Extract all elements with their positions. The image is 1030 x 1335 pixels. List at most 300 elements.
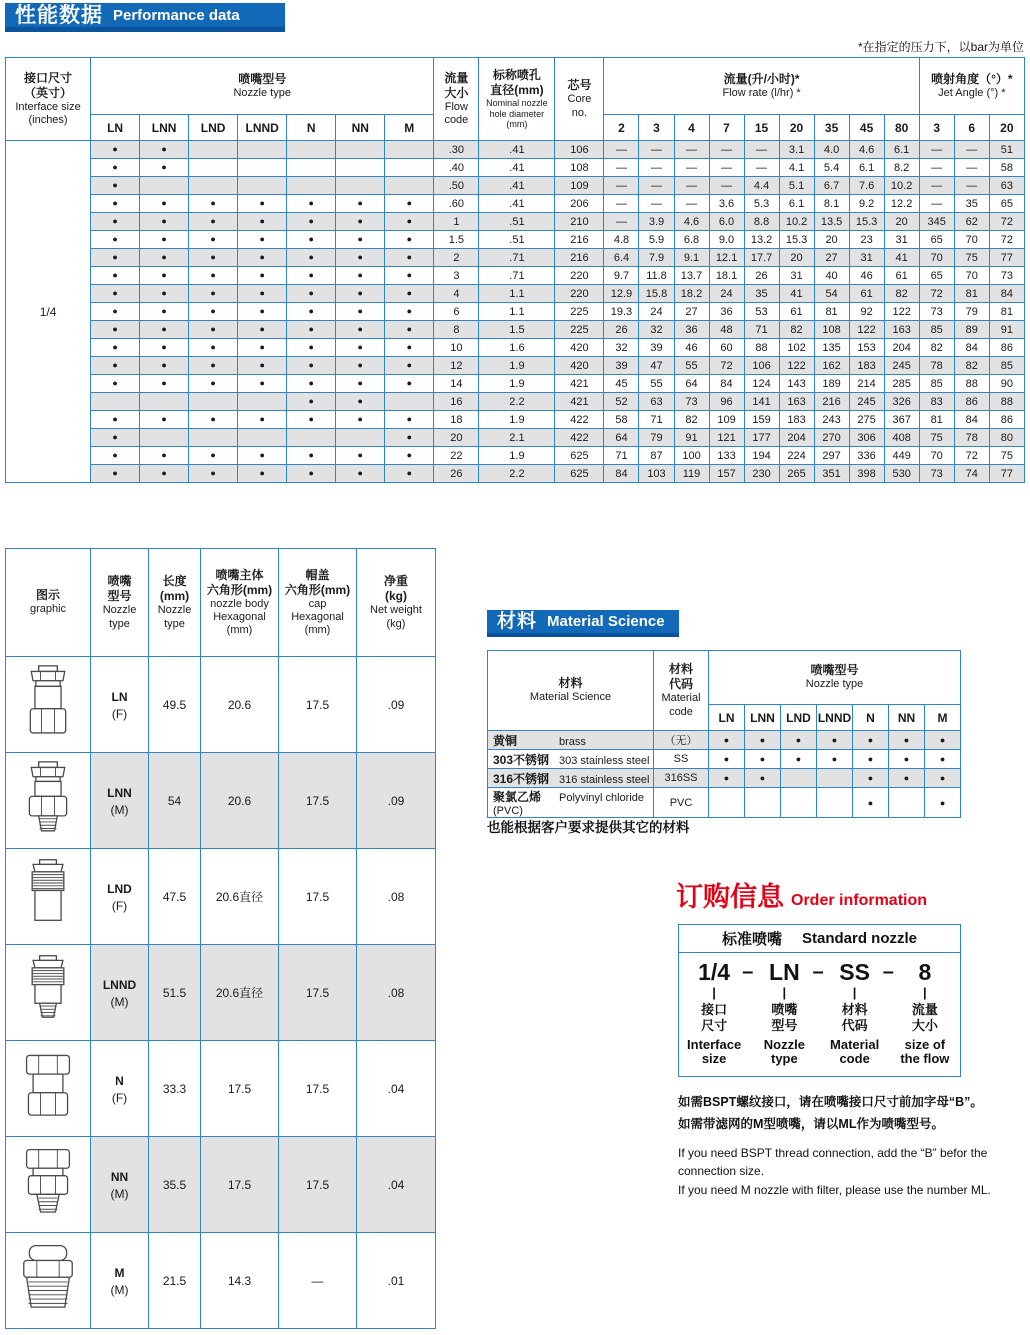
diameter-value: .51	[479, 213, 555, 231]
pressure-col-80: 80	[884, 115, 919, 141]
dims-type-value: LNN (M)	[91, 753, 149, 849]
availability-dot-cell-lnnd	[238, 429, 287, 447]
availability-dot-cell-m: ●	[385, 267, 434, 285]
availability-dot-cell-n: ●	[287, 411, 336, 429]
flow-rate-value-45: 183	[849, 357, 884, 375]
flow-rate-value-45: 7.6	[849, 177, 884, 195]
diameter-value: 1.9	[479, 357, 555, 375]
nozzle-type-col-lnd: LND	[189, 115, 238, 141]
material-name-header: 材料 Material Science	[488, 651, 654, 731]
availability-dot-cell-lnn	[140, 429, 189, 447]
material-dot-cell-ln	[709, 788, 745, 818]
material-dot-cell-lnn: ●	[745, 731, 781, 750]
flow-code-header: 流量 大小 Flow code	[434, 58, 479, 141]
order-note-en-2: If you need M nozzle with filter, please use the number ML.	[678, 1182, 991, 1197]
nozzle-type-col-n: N	[287, 115, 336, 141]
material-code-value: （无）	[654, 731, 709, 750]
material-dot-cell-ln: ●	[709, 769, 745, 788]
jet-angle-value-3: 73	[919, 303, 954, 321]
performance-row-6	[6, 303, 1025, 321]
flow-rate-value-7: —	[709, 159, 744, 177]
availability-dot-cell-nn	[336, 429, 385, 447]
flow-rate-value-2: 6.4	[604, 249, 639, 267]
flow-rate-value-2: 32	[604, 339, 639, 357]
flow-rate-value-35: 243	[814, 411, 849, 429]
flow-code-value: 16	[434, 393, 479, 411]
flow-rate-value-80: 204	[884, 339, 919, 357]
flow-code-value: 1	[434, 213, 479, 231]
materials-title-cn: 材料	[497, 611, 538, 632]
length-header: 长度 (mm) Nozzle type	[149, 549, 201, 657]
diameter-value: 2.2	[479, 393, 555, 411]
flow-rate-value-35: 108	[814, 321, 849, 339]
flow-rate-value-3: 63	[639, 393, 674, 411]
flow-rate-value-3: 47	[639, 357, 674, 375]
dimensions-table	[5, 548, 436, 1329]
availability-dot-cell-lnn: ●	[140, 321, 189, 339]
performance-row-14	[6, 375, 1025, 393]
material-name-value: 黄铜 brass	[488, 731, 654, 750]
flow-rate-value-7: 96	[709, 393, 744, 411]
jet-angle-value-3: 81	[919, 411, 954, 429]
flow-rate-value-20: 6.1	[779, 195, 814, 213]
flow-rate-value-80: 20	[884, 213, 919, 231]
flow-rate-value-2: 64	[604, 429, 639, 447]
interface-size-value: 1/4	[6, 141, 91, 483]
flow-rate-value-2: 39	[604, 357, 639, 375]
material-name-value: 316不锈钢 316 stainless steel	[488, 769, 654, 788]
performance-row-20	[6, 429, 1025, 447]
flow-rate-value-2: —	[604, 195, 639, 213]
flow-code-value: 26	[434, 465, 479, 483]
availability-dot-cell-lnn: ●	[140, 195, 189, 213]
availability-dot-cell-lnnd: ●	[238, 339, 287, 357]
core-no-value: 225	[555, 321, 604, 339]
availability-dot-cell-nn: ●	[336, 375, 385, 393]
flow-rate-value-15: 26	[744, 267, 779, 285]
nozzle-graphic-lnn	[6, 753, 91, 849]
material-dot-cell-m: ●	[925, 788, 961, 818]
material-dot-cell-m: ●	[925, 750, 961, 769]
jet-angle-value-20: 80	[989, 429, 1024, 447]
diameter-value: .71	[479, 249, 555, 267]
availability-dot-cell-n: ●	[287, 303, 336, 321]
order-title-en: Order information	[791, 892, 928, 909]
availability-dot-cell-m: ●	[385, 231, 434, 249]
jet-angle-value-20: 51	[989, 141, 1024, 159]
dimensions-row-lnd	[6, 849, 436, 945]
jet-angle-col-3: 3	[919, 115, 954, 141]
flow-rate-value-7: —	[709, 141, 744, 159]
jet-angle-value-20: 58	[989, 159, 1024, 177]
net-weight-value: .04	[357, 1137, 436, 1233]
jet-angle-value-3: 83	[919, 393, 954, 411]
flow-rate-value-7: 121	[709, 429, 744, 447]
flow-rate-value-45: 122	[849, 321, 884, 339]
ln-nozzle-drawing	[18, 664, 78, 746]
flow-rate-value-3: 15.8	[639, 285, 674, 303]
flow-rate-value-2: —	[604, 141, 639, 159]
material-dot-cell-lnd	[781, 788, 817, 818]
pressure-col-15: 15	[744, 115, 779, 141]
nozzle-type-header: 喷嘴型号 Nozzle type	[91, 58, 434, 115]
jet-angle-value-3: 72	[919, 285, 954, 303]
availability-dot-cell-nn: ●	[336, 465, 385, 483]
flow-rate-value-20: 102	[779, 339, 814, 357]
jet-angle-value-6: 84	[954, 411, 989, 429]
order-part-label-1: 接口 尺寸 Interface size	[687, 1002, 742, 1066]
flow-rate-value-20: 163	[779, 393, 814, 411]
jet-angle-header: 喷射角度（°）* Jet Angle (°) *	[919, 58, 1024, 115]
nozzle-graphic-ln	[6, 657, 91, 753]
performance-row-10	[6, 339, 1025, 357]
jet-angle-value-6: 78	[954, 429, 989, 447]
availability-dot-cell-m: ●	[385, 429, 434, 447]
flow-rate-value-15: 35	[744, 285, 779, 303]
order-part-value-3: SS	[839, 959, 870, 985]
length-value: 35.5	[149, 1137, 201, 1233]
order-part-value-4: 8	[918, 959, 932, 985]
core-no-value: 216	[555, 231, 604, 249]
flow-rate-value-80: 530	[884, 465, 919, 483]
availability-dot-cell-ln: ●	[91, 267, 140, 285]
flow-rate-value-35: 40	[814, 267, 849, 285]
mat-nozzle-type-col-nn: NN	[889, 705, 925, 731]
flow-rate-value-2: 19.3	[604, 303, 639, 321]
net-weight-value: .01	[357, 1233, 436, 1329]
length-value: 47.5	[149, 849, 201, 945]
interface-size-header: 接口尺寸 （英寸） Interface size (inches)	[6, 58, 91, 141]
flow-rate-value-3: 103	[639, 465, 674, 483]
availability-dot-cell-nn: ●	[336, 339, 385, 357]
flow-rate-value-20: 122	[779, 357, 814, 375]
flow-rate-value-7: 72	[709, 357, 744, 375]
flow-rate-value-3: —	[639, 195, 674, 213]
net-weight-header: 净重 (kg) Net weight (kg)	[357, 549, 436, 657]
jet-angle-value-20: 75	[989, 447, 1024, 465]
jet-angle-value-20: 86	[989, 339, 1024, 357]
jet-angle-value-3: 70	[919, 447, 954, 465]
flow-rate-value-35: 13.5	[814, 213, 849, 231]
dimensions-row-n	[6, 1041, 436, 1137]
flow-code-value: .60	[434, 195, 479, 213]
flow-rate-value-7: 60	[709, 339, 744, 357]
core-no-value: 225	[555, 303, 604, 321]
jet-angle-value-20: 85	[989, 357, 1024, 375]
jet-angle-value-6: 74	[954, 465, 989, 483]
flow-rate-value-45: 61	[849, 285, 884, 303]
availability-dot-cell-n: ●	[287, 249, 336, 267]
jet-angle-col-20: 20	[989, 115, 1024, 141]
length-value: 33.3	[149, 1041, 201, 1137]
jet-angle-value-3: 85	[919, 375, 954, 393]
material-dot-cell-lnd: ●	[781, 731, 817, 750]
order-title-cn: 订购信息	[676, 882, 784, 912]
flow-rate-value-80: 41	[884, 249, 919, 267]
flow-rate-value-15: —	[744, 141, 779, 159]
pressure-col-20: 20	[779, 115, 814, 141]
jet-angle-value-6: —	[954, 159, 989, 177]
diameter-value: .51	[479, 231, 555, 249]
pressure-col-4: 4	[674, 115, 709, 141]
flow-rate-value-80: 122	[884, 303, 919, 321]
jet-angle-value-20: 73	[989, 267, 1024, 285]
availability-dot-cell-m	[385, 393, 434, 411]
order-dash-1: –	[742, 961, 754, 983]
jet-angle-value-6: 70	[954, 267, 989, 285]
availability-dot-cell-ln: ●	[91, 249, 140, 267]
jet-angle-value-3: —	[919, 141, 954, 159]
flow-rate-value-45: 245	[849, 393, 884, 411]
dims-type-value: LND (F)	[91, 849, 149, 945]
availability-dot-cell-n: ●	[287, 213, 336, 231]
material-code-value: SS	[654, 750, 709, 769]
flow-rate-value-45: 336	[849, 447, 884, 465]
availability-dot-cell-nn: ●	[336, 447, 385, 465]
flow-rate-value-3: 39	[639, 339, 674, 357]
material-dot-cell-m: ●	[925, 731, 961, 750]
jet-angle-value-20: 91	[989, 321, 1024, 339]
flow-rate-value-4: —	[674, 141, 709, 159]
nominal-diameter-header: 标称喷孔 直径(mm) Nominal nozzle hole diameter (mm)	[479, 58, 555, 141]
availability-dot-cell-m: ●	[385, 411, 434, 429]
flow-rate-value-20: 31	[779, 267, 814, 285]
availability-dot-cell-lnnd: ●	[238, 465, 287, 483]
availability-dot-cell-n: ●	[287, 285, 336, 303]
availability-dot-cell-n: ●	[287, 447, 336, 465]
dims-type-value: M (M)	[91, 1233, 149, 1329]
cap-hex-value: 17.5	[279, 1137, 357, 1233]
flow-code-value: 10	[434, 339, 479, 357]
diameter-value: 1.9	[479, 375, 555, 393]
flow-rate-value-7: 36	[709, 303, 744, 321]
flow-rate-value-35: 270	[814, 429, 849, 447]
material-dot-cell-nn: ●	[889, 731, 925, 750]
availability-dot-cell-ln: ●	[91, 177, 140, 195]
flow-rate-value-3: 79	[639, 429, 674, 447]
flow-rate-value-45: 6.1	[849, 159, 884, 177]
flow-code-value: 22	[434, 447, 479, 465]
flow-rate-value-3: 7.9	[639, 249, 674, 267]
availability-dot-cell-n: ●	[287, 321, 336, 339]
pressure-col-45: 45	[849, 115, 884, 141]
material-dot-cell-lnnd	[817, 769, 853, 788]
availability-dot-cell-nn	[336, 177, 385, 195]
mat-nozzle-type-col-lnnd: LNND	[817, 705, 853, 731]
flow-rate-value-3: 87	[639, 447, 674, 465]
dims-type-value: N (F)	[91, 1041, 149, 1137]
flow-rate-value-4: 119	[674, 465, 709, 483]
availability-dot-cell-ln: ●	[91, 141, 140, 159]
availability-dot-cell-m: ●	[385, 465, 434, 483]
flow-rate-value-45: 275	[849, 411, 884, 429]
materials-title-en: Material Science	[547, 613, 665, 630]
lnnd-nozzle-drawing	[18, 952, 78, 1034]
availability-dot-cell-lnn: ●	[140, 303, 189, 321]
flow-code-value: 1.5	[434, 231, 479, 249]
flow-rate-value-15: 71	[744, 321, 779, 339]
flow-rate-value-80: 408	[884, 429, 919, 447]
availability-dot-cell-nn	[336, 159, 385, 177]
availability-dot-cell-lnn	[140, 177, 189, 195]
flow-rate-value-20: 3.1	[779, 141, 814, 159]
availability-dot-cell-lnd: ●	[189, 231, 238, 249]
diameter-value: 1.6	[479, 339, 555, 357]
availability-dot-cell-lnnd	[238, 141, 287, 159]
availability-dot-cell-ln: ●	[91, 303, 140, 321]
length-value: 49.5	[149, 657, 201, 753]
material-dot-cell-n: ●	[853, 788, 889, 818]
mat-nozzle-type-col-n: N	[853, 705, 889, 731]
availability-dot-cell-lnnd: ●	[238, 213, 287, 231]
flow-rate-value-3: 24	[639, 303, 674, 321]
core-no-value: 220	[555, 285, 604, 303]
dimensions-row-lnnd	[6, 945, 436, 1041]
availability-dot-cell-n: ●	[287, 393, 336, 411]
flow-rate-value-45: 153	[849, 339, 884, 357]
body-hex-value: 20.6	[201, 753, 279, 849]
performance-row-26	[6, 465, 1025, 483]
flow-rate-value-4: 55	[674, 357, 709, 375]
body-hex-value: 14.3	[201, 1233, 279, 1329]
flow-rate-value-15: 159	[744, 411, 779, 429]
availability-dot-cell-lnd: ●	[189, 447, 238, 465]
flow-rate-value-45: 4.6	[849, 141, 884, 159]
availability-dot-cell-lnnd: ●	[238, 285, 287, 303]
availability-dot-cell-n: ●	[287, 195, 336, 213]
availability-dot-cell-lnd: ●	[189, 339, 238, 357]
pressure-col-3: 3	[639, 115, 674, 141]
availability-dot-cell-m: ●	[385, 213, 434, 231]
flow-rate-value-20: 143	[779, 375, 814, 393]
core-no-value: 220	[555, 267, 604, 285]
availability-dot-cell-lnd	[189, 159, 238, 177]
cap-hex-value: 17.5	[279, 753, 357, 849]
diameter-value: .41	[479, 195, 555, 213]
availability-dot-cell-lnd: ●	[189, 285, 238, 303]
availability-dot-cell-lnn: ●	[140, 375, 189, 393]
flow-rate-value-2: 9.7	[604, 267, 639, 285]
flow-rate-value-45: 23	[849, 231, 884, 249]
cap-hex-value: 17.5	[279, 657, 357, 753]
core-no-value: 206	[555, 195, 604, 213]
body-hex-value: 20.6直径	[201, 849, 279, 945]
flow-rate-value-2: —	[604, 159, 639, 177]
availability-dot-cell-n	[287, 177, 336, 195]
mat-nozzle-type-col-m: M	[925, 705, 961, 731]
net-weight-value: .08	[357, 945, 436, 1041]
jet-angle-value-6: 88	[954, 375, 989, 393]
core-no-header: 芯号 Core no.	[555, 58, 604, 141]
nozzle-graphic-nn	[6, 1137, 91, 1233]
flow-rate-value-35: 4.0	[814, 141, 849, 159]
order-part-label-4: 流量 大小 size of the flow	[900, 1002, 950, 1066]
order-part-bar-4: |	[923, 985, 927, 1000]
material-name-value: 聚氯乙烯 Polyvinyl chloride (PVC)	[488, 788, 654, 818]
material-dot-cell-m: ●	[925, 769, 961, 788]
flow-rate-value-35: 162	[814, 357, 849, 375]
jet-angle-value-20: 77	[989, 249, 1024, 267]
flow-rate-value-7: 84	[709, 375, 744, 393]
jet-angle-value-3: 78	[919, 357, 954, 375]
order-code-box	[678, 924, 961, 1077]
availability-dot-cell-lnd	[189, 177, 238, 195]
flow-rate-value-15: 13.2	[744, 231, 779, 249]
dimensions-row-m	[6, 1233, 436, 1329]
availability-dot-cell-n: ●	[287, 375, 336, 393]
nozzle-type-col-lnnd: LNND	[238, 115, 287, 141]
availability-dot-cell-lnnd: ●	[238, 267, 287, 285]
order-note-cn-1: 如需BSPT螺纹接口，请在喷嘴接口尺寸前加字母“B”。	[678, 1095, 983, 1109]
diameter-value: 1.1	[479, 303, 555, 321]
diameter-value: 1.5	[479, 321, 555, 339]
flow-rate-value-20: 183	[779, 411, 814, 429]
availability-dot-cell-lnnd: ●	[238, 447, 287, 465]
availability-dot-cell-nn: ●	[336, 249, 385, 267]
availability-dot-cell-lnd: ●	[189, 465, 238, 483]
availability-dot-cell-lnn: ●	[140, 465, 189, 483]
availability-dot-cell-nn: ●	[336, 285, 385, 303]
performance-row-.60	[6, 195, 1025, 213]
graphic-header: 图示 graphic	[6, 549, 91, 657]
flow-rate-value-4: —	[674, 159, 709, 177]
m-nozzle-drawing	[18, 1240, 78, 1322]
material-row-	[488, 731, 961, 750]
flow-rate-value-4: 46	[674, 339, 709, 357]
materials-table-body	[488, 731, 961, 818]
availability-dot-cell-lnd	[189, 429, 238, 447]
jet-angle-value-20: 77	[989, 465, 1024, 483]
flow-rate-value-3: —	[639, 141, 674, 159]
availability-dot-cell-m: ●	[385, 375, 434, 393]
nozzle-graphic-lnnd	[6, 945, 91, 1041]
material-dot-cell-n: ●	[853, 750, 889, 769]
net-weight-value: .04	[357, 1041, 436, 1137]
availability-dot-cell-lnnd: ●	[238, 303, 287, 321]
material-code-header: 材料 代码 Material code	[654, 651, 709, 731]
lnd-nozzle-drawing	[18, 856, 78, 938]
nozzle-type-col-lnn: LNN	[140, 115, 189, 141]
material-code-value: PVC	[654, 788, 709, 818]
core-no-value: 108	[555, 159, 604, 177]
jet-angle-value-6: 81	[954, 285, 989, 303]
flow-rate-value-80: 449	[884, 447, 919, 465]
nn-nozzle-drawing	[18, 1144, 78, 1226]
availability-dot-cell-ln: ●	[91, 285, 140, 303]
material-dot-cell-lnnd	[817, 788, 853, 818]
flow-rate-value-15: 8.8	[744, 213, 779, 231]
availability-dot-cell-nn	[336, 141, 385, 159]
jet-angle-value-6: —	[954, 177, 989, 195]
performance-row-22	[6, 447, 1025, 465]
flow-rate-value-20: 10.2	[779, 213, 814, 231]
flow-rate-value-4: 6.8	[674, 231, 709, 249]
flow-rate-value-4: 100	[674, 447, 709, 465]
order-part-value-1: 1/4	[698, 959, 731, 985]
availability-dot-cell-ln: ●	[91, 321, 140, 339]
body-hex-value: 17.5	[201, 1137, 279, 1233]
availability-dot-cell-nn: ●	[336, 393, 385, 411]
flow-rate-value-15: 5.3	[744, 195, 779, 213]
flow-rate-value-15: 4.4	[744, 177, 779, 195]
flow-rate-value-35: 216	[814, 393, 849, 411]
availability-dot-cell-m: ●	[385, 321, 434, 339]
jet-angle-value-3: 345	[919, 213, 954, 231]
performance-row-4	[6, 285, 1025, 303]
flow-rate-value-15: 53	[744, 303, 779, 321]
order-part-bar-1: |	[712, 985, 716, 1000]
flow-rate-value-4: 9.1	[674, 249, 709, 267]
